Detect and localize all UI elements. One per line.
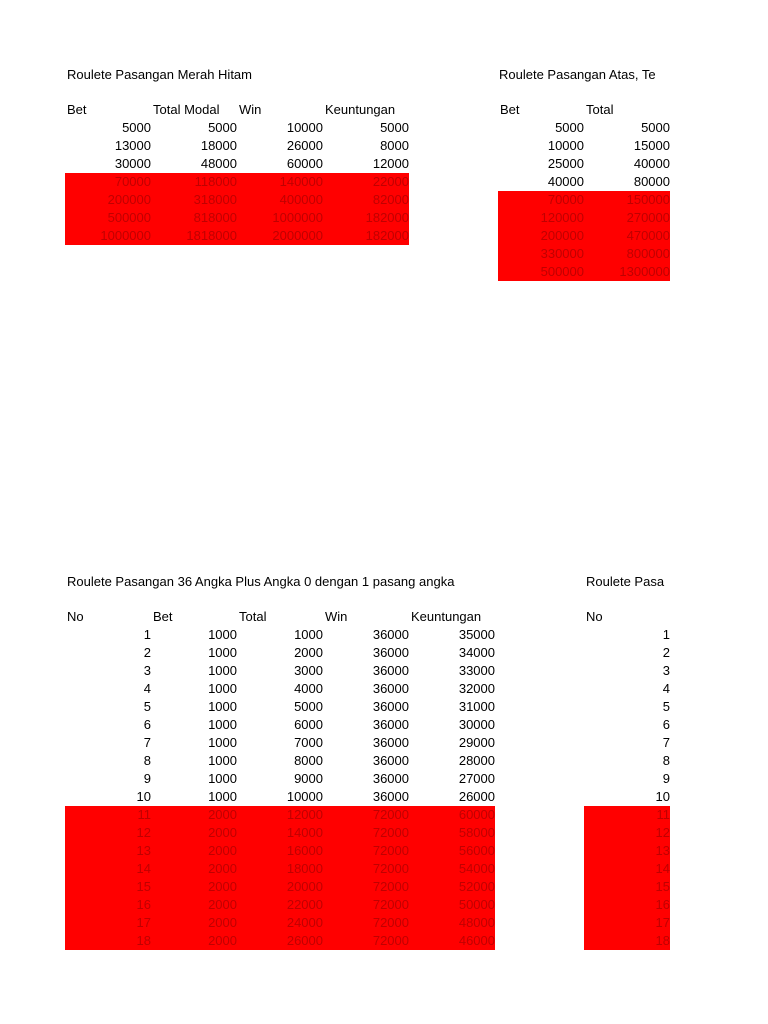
- table-row: [584, 806, 670, 824]
- table-row: [584, 788, 670, 806]
- table-cell: 29000: [458, 735, 495, 750]
- table-cell: 36000: [372, 753, 409, 768]
- table-cell: 800000: [584, 245, 670, 263]
- table-cell: 7000: [294, 735, 323, 750]
- table-cell: 7: [662, 735, 670, 750]
- table-cell: 5000: [208, 120, 237, 135]
- table-cell: 330000: [498, 245, 584, 263]
- table-row: [65, 227, 409, 245]
- table-cell: 1000: [208, 627, 237, 642]
- table-cell: 5000: [122, 120, 151, 135]
- table-cell: 1: [143, 627, 151, 642]
- table-cell: 30000: [114, 156, 151, 171]
- table-cell: 12: [584, 824, 670, 842]
- table-cell: 72000: [323, 824, 409, 842]
- table-row: [65, 770, 495, 788]
- table-cell: 12000: [237, 806, 323, 824]
- table-row: [498, 245, 670, 263]
- section4-title: Roulete Pasa: [586, 574, 665, 589]
- table-cell: 36000: [372, 681, 409, 696]
- table-cell: 5000: [555, 120, 584, 135]
- table-row: [65, 119, 409, 137]
- table-cell: 80000: [633, 174, 670, 189]
- table-row: [584, 752, 670, 770]
- table-cell: 58000: [409, 824, 495, 842]
- table-cell: 140000: [237, 173, 323, 191]
- table-cell: 13: [584, 842, 670, 860]
- table-row: [584, 698, 670, 716]
- table-cell: 200000: [65, 191, 151, 209]
- table-row: [65, 806, 495, 824]
- table-cell: 40000: [633, 156, 670, 171]
- table-row: [65, 716, 495, 734]
- table-cell: 36000: [372, 699, 409, 714]
- table-row: [65, 896, 495, 914]
- table-cell: 56000: [409, 842, 495, 860]
- table-row: [584, 932, 670, 950]
- table-row: [65, 860, 495, 878]
- table-cell: 4: [143, 681, 151, 696]
- table-row: [584, 824, 670, 842]
- table-row: [498, 263, 670, 281]
- table-row: [584, 734, 670, 752]
- table-cell: 11: [584, 806, 670, 824]
- table-cell: 18: [65, 932, 151, 950]
- section1-header-row: [65, 101, 409, 119]
- table-cell: 72000: [323, 860, 409, 878]
- table-row: [584, 878, 670, 896]
- table-cell: 270000: [584, 209, 670, 227]
- table-cell: 17: [584, 914, 670, 932]
- header-total: Total: [239, 609, 267, 624]
- table-cell: 18000: [237, 860, 323, 878]
- table-cell: 72000: [323, 842, 409, 860]
- table-cell: 8000: [294, 753, 323, 768]
- section2-title: Roulete Pasangan Atas, Te: [499, 67, 656, 82]
- table-cell: 14: [65, 860, 151, 878]
- table-row: [584, 914, 670, 932]
- table-row: [65, 698, 495, 716]
- table-cell: 2000: [151, 878, 237, 896]
- table-cell: 2000: [151, 842, 237, 860]
- table-cell: 12: [65, 824, 151, 842]
- table-cell: 8: [662, 753, 670, 768]
- table-cell: 72000: [323, 878, 409, 896]
- table-row: [584, 770, 670, 788]
- table-cell: 32000: [458, 681, 495, 696]
- table-row: [65, 824, 495, 842]
- table-row: [498, 173, 670, 191]
- header-no: No: [67, 609, 84, 624]
- table-cell: 36000: [372, 789, 409, 804]
- table-cell: 9: [662, 771, 670, 786]
- table-cell: 27000: [458, 771, 495, 786]
- header-keuntungan: Keuntungan: [411, 609, 482, 624]
- table-cell: 18: [584, 932, 670, 950]
- table-cell: 9: [143, 771, 151, 786]
- table-cell: 5000: [641, 120, 670, 135]
- table-cell: 48000: [409, 914, 495, 932]
- table-cell: 30000: [458, 717, 495, 732]
- table-cell: 500000: [498, 263, 584, 281]
- table-cell: 1300000: [584, 263, 670, 281]
- table-cell: 36000: [372, 717, 409, 732]
- table-row: [65, 173, 409, 191]
- table-cell: 9000: [294, 771, 323, 786]
- table-row: [65, 155, 409, 173]
- table-cell: 5: [662, 699, 670, 714]
- table-cell: 200000: [498, 227, 584, 245]
- table-cell: 46000: [409, 932, 495, 950]
- table-row: [65, 842, 495, 860]
- header-no: No: [586, 609, 603, 624]
- table-row: [65, 914, 495, 932]
- table-cell: 15: [65, 878, 151, 896]
- table-cell: 72000: [323, 896, 409, 914]
- table-row: [498, 137, 670, 155]
- table-cell: 26000: [458, 789, 495, 804]
- table-row: [584, 662, 670, 680]
- table-cell: 3: [143, 663, 151, 678]
- table-cell: 16: [65, 896, 151, 914]
- table-cell: 70000: [498, 191, 584, 209]
- table-cell: 14000: [237, 824, 323, 842]
- table-cell: 15: [584, 878, 670, 896]
- table-cell: 35000: [458, 627, 495, 642]
- table-cell: 13000: [114, 138, 151, 153]
- table-row: [65, 878, 495, 896]
- table-cell: 60000: [409, 806, 495, 824]
- table-cell: 1000: [208, 681, 237, 696]
- table-cell: 70000: [65, 173, 151, 191]
- table-cell: 2000: [294, 645, 323, 660]
- section2-table: [498, 101, 670, 281]
- table-cell: 2000000: [237, 227, 323, 245]
- table-cell: 50000: [409, 896, 495, 914]
- table-cell: 2000: [151, 824, 237, 842]
- header-keuntungan: Keuntungan: [325, 102, 396, 117]
- table-cell: 36000: [372, 735, 409, 750]
- table-cell: 20000: [237, 878, 323, 896]
- table-cell: 18000: [200, 138, 237, 153]
- table-cell: 5000: [294, 699, 323, 714]
- table-cell: 10: [136, 789, 151, 804]
- table-cell: 48000: [200, 156, 237, 171]
- table-cell: 118000: [151, 173, 237, 191]
- table-cell: 13: [65, 842, 151, 860]
- table-row: [584, 680, 670, 698]
- table-row: [65, 626, 495, 644]
- table-row: [65, 752, 495, 770]
- table-row: [65, 209, 409, 227]
- table-cell: 8000: [380, 138, 409, 153]
- table-cell: 36000: [372, 627, 409, 642]
- table-cell: 2000: [151, 860, 237, 878]
- table-cell: 2000: [151, 914, 237, 932]
- table-cell: 40000: [547, 174, 584, 189]
- table-cell: 182000: [323, 209, 409, 227]
- table-row: [584, 644, 670, 662]
- table-cell: 14: [584, 860, 670, 878]
- table-cell: 10000: [286, 120, 323, 135]
- table-row: [65, 680, 495, 698]
- table-cell: 28000: [458, 753, 495, 768]
- table-cell: 16000: [237, 842, 323, 860]
- header-total: Total: [586, 102, 614, 117]
- table-cell: 17: [65, 914, 151, 932]
- table-row: [498, 191, 670, 209]
- table-cell: 26000: [237, 932, 323, 950]
- table-cell: 1000: [208, 645, 237, 660]
- table-cell: 1: [662, 627, 670, 642]
- table-cell: 72000: [323, 806, 409, 824]
- table-cell: 1000000: [237, 209, 323, 227]
- section1-title: Roulete Pasangan Merah Hitam: [67, 67, 252, 82]
- table-cell: 10: [655, 789, 670, 804]
- table-cell: 3: [662, 663, 670, 678]
- table-cell: 16: [584, 896, 670, 914]
- table-row: [65, 191, 409, 209]
- table-cell: 182000: [323, 227, 409, 245]
- table-row: [584, 842, 670, 860]
- table-cell: 1000: [208, 771, 237, 786]
- header-bet: Bet: [153, 609, 173, 624]
- table-cell: 1000: [294, 627, 323, 642]
- table-cell: 72000: [323, 914, 409, 932]
- table-row: [584, 860, 670, 878]
- table-cell: 2: [662, 645, 670, 660]
- table-cell: 500000: [65, 209, 151, 227]
- table-cell: 2000: [151, 806, 237, 824]
- table-cell: 36000: [372, 645, 409, 660]
- table-row: [65, 662, 495, 680]
- table-cell: 10000: [286, 789, 323, 804]
- table-cell: 1000: [208, 735, 237, 750]
- table-cell: 36000: [372, 771, 409, 786]
- table-cell: 31000: [458, 699, 495, 714]
- table-row: [584, 896, 670, 914]
- table-cell: 34000: [458, 645, 495, 660]
- table-cell: 24000: [237, 914, 323, 932]
- table-cell: 22000: [323, 173, 409, 191]
- section2-header-row: [498, 101, 670, 119]
- table-row: [65, 644, 495, 662]
- table-cell: 6: [143, 717, 151, 732]
- table-cell: 1000: [208, 753, 237, 768]
- table-cell: 25000: [547, 156, 584, 171]
- table-cell: 2000: [151, 932, 237, 950]
- section1-table: [65, 101, 409, 245]
- table-row: [65, 788, 495, 806]
- table-cell: 5: [143, 699, 151, 714]
- table-cell: 6000: [294, 717, 323, 732]
- table-cell: 8: [143, 753, 151, 768]
- section3-title: Roulete Pasangan 36 Angka Plus Angka 0 dengan 1 pasang angka: [67, 574, 455, 589]
- table-cell: 2: [143, 645, 151, 660]
- table-row: [65, 137, 409, 155]
- table-row: [498, 209, 670, 227]
- table-cell: 1000: [208, 789, 237, 804]
- table-row: [498, 227, 670, 245]
- section4-header-row: [584, 608, 670, 626]
- section3-table: [65, 608, 495, 950]
- table-cell: 72000: [323, 932, 409, 950]
- table-cell: 36000: [372, 663, 409, 678]
- table-cell: 7: [143, 735, 151, 750]
- table-cell: 400000: [237, 191, 323, 209]
- table-cell: 4: [662, 681, 670, 696]
- table-row: [584, 626, 670, 644]
- table-row: [498, 119, 670, 137]
- table-row: [65, 932, 495, 950]
- table-cell: 12000: [372, 156, 409, 171]
- header-bet: Bet: [67, 102, 87, 117]
- table-cell: 22000: [237, 896, 323, 914]
- table-cell: 818000: [151, 209, 237, 227]
- table-cell: 10000: [547, 138, 584, 153]
- table-cell: 4000: [294, 681, 323, 696]
- header-total-modal: Total Modal: [153, 102, 220, 117]
- table-cell: 1000000: [65, 227, 151, 245]
- header-win: Win: [239, 102, 262, 117]
- table-cell: 1000: [208, 699, 237, 714]
- header-win: Win: [325, 609, 348, 624]
- table-cell: 52000: [409, 878, 495, 896]
- table-cell: 82000: [323, 191, 409, 209]
- section3-header-row: [65, 608, 495, 626]
- table-cell: 1000: [208, 663, 237, 678]
- table-cell: 470000: [584, 227, 670, 245]
- table-cell: 3000: [294, 663, 323, 678]
- table-row: [65, 734, 495, 752]
- table-cell: 318000: [151, 191, 237, 209]
- table-cell: 15000: [633, 138, 670, 153]
- table-cell: 1818000: [151, 227, 237, 245]
- table-cell: 1000: [208, 717, 237, 732]
- table-cell: 5000: [380, 120, 409, 135]
- header-bet: Bet: [500, 102, 520, 117]
- table-cell: 54000: [409, 860, 495, 878]
- table-cell: 11: [65, 806, 151, 824]
- section4-table: [584, 608, 670, 950]
- table-cell: 6: [662, 717, 670, 732]
- table-row: [584, 716, 670, 734]
- table-cell: 33000: [458, 663, 495, 678]
- table-cell: 60000: [286, 156, 323, 171]
- table-row: [498, 155, 670, 173]
- table-cell: 2000: [151, 896, 237, 914]
- table-cell: 150000: [584, 191, 670, 209]
- table-cell: 120000: [498, 209, 584, 227]
- table-cell: 26000: [286, 138, 323, 153]
